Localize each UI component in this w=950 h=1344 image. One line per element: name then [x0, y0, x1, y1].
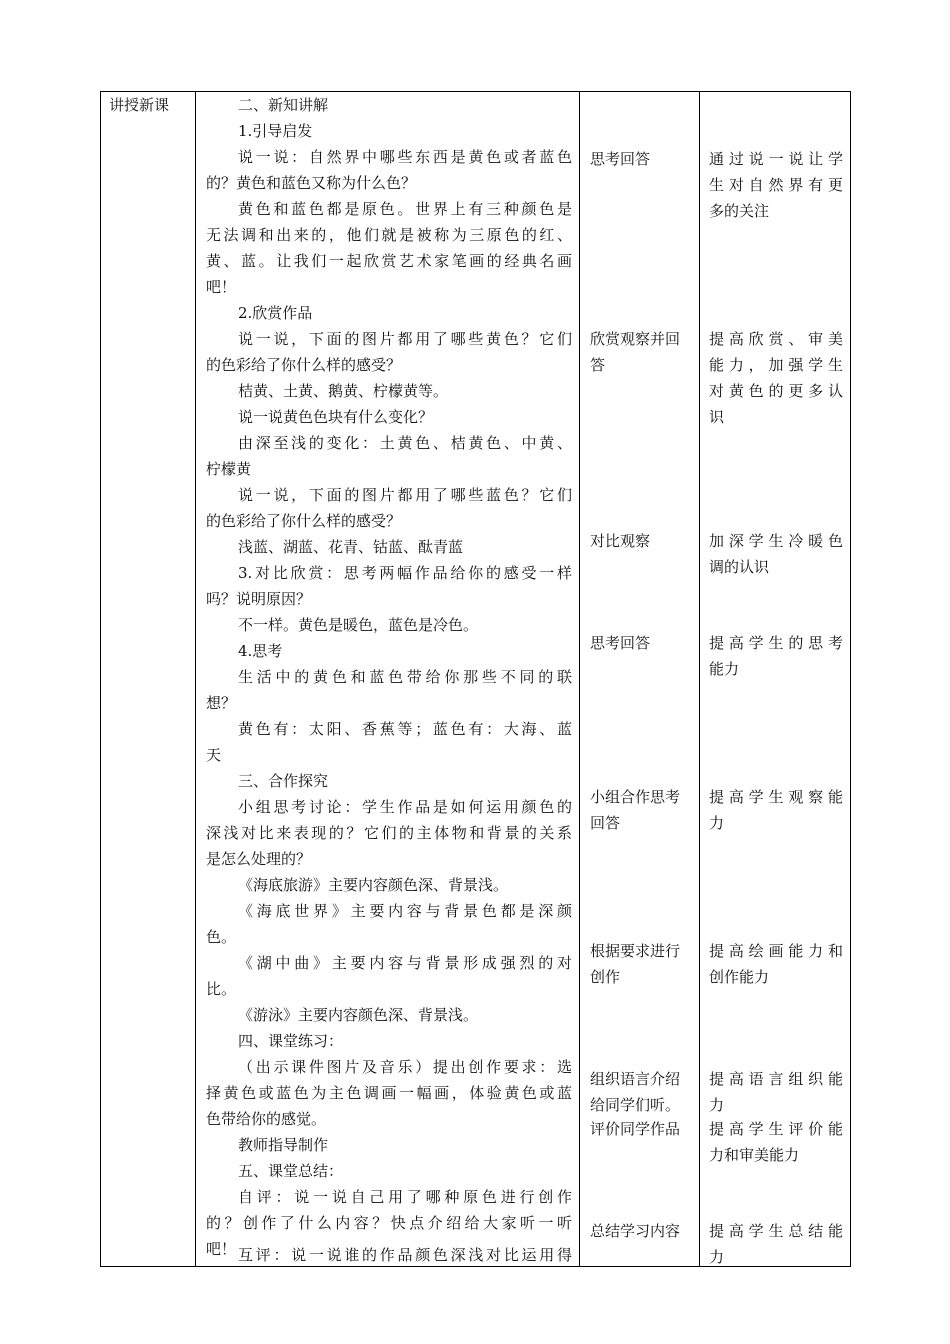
- goal-line: 力: [709, 1248, 725, 1266]
- goal-line: 能力，加强学生: [709, 356, 843, 374]
- main-line: 二、新知讲解: [238, 96, 329, 114]
- goal-line: 生对自然界有更: [709, 176, 843, 194]
- main-line: 色带给你的感觉。: [206, 1110, 327, 1128]
- table-border-right: [850, 91, 851, 1267]
- main-line: 色。: [206, 928, 237, 946]
- main-line: 想？: [206, 694, 237, 712]
- main-line: 《海底世界》主要内容与背景色都是深颜: [238, 902, 572, 920]
- main-line: 说一说，下面的图片都用了哪些蓝色？它们: [238, 486, 572, 504]
- main-line: 的？创作了什么内容？快点介绍给大家听一听: [206, 1214, 572, 1232]
- activity-line: 小组合作思考: [590, 788, 681, 806]
- main-line: 的色彩给了你什么样的感受？: [206, 356, 402, 374]
- main-line: 吧！: [206, 1240, 237, 1258]
- main-line: 生活中的黄色和蓝色带给你那些不同的联: [238, 668, 572, 686]
- main-line: 天: [206, 746, 222, 764]
- activity-line: 给同学们听。: [590, 1096, 681, 1114]
- column-divider-3: [699, 91, 700, 1267]
- main-line: 教师指导制作: [238, 1136, 329, 1154]
- main-line: 择黄色或蓝色为主色调画一幅画，体验黄色或蓝: [206, 1084, 572, 1102]
- goal-line: 提高学生总结能: [709, 1222, 843, 1240]
- activity-line: 创作: [590, 968, 621, 986]
- activity-line: 评价同学作品: [590, 1120, 681, 1138]
- main-line: 说一说：自然界中哪些东西是黄色或者蓝色: [238, 148, 572, 166]
- table-border-top: [100, 91, 851, 92]
- goal-line: 对黄色的更多认: [709, 382, 843, 400]
- main-line: 2.欣赏作品: [238, 304, 313, 322]
- goal-line: 提高学生的思考: [709, 634, 843, 652]
- main-line: 说一说黄色色块有什么变化？: [238, 408, 434, 426]
- main-line: 互评：说一说谁的作品颜色深浅对比运用得: [238, 1246, 572, 1264]
- goal-line: 调的认识: [709, 558, 770, 576]
- activity-line: 思考回答: [590, 150, 651, 168]
- section-label: 讲授新课: [109, 96, 170, 114]
- goal-line: 力和审美能力: [709, 1146, 800, 1164]
- main-line: 四、课堂练习：: [238, 1032, 344, 1050]
- main-line: 3.对比欣赏：思考两幅作品给你的感受一样: [238, 564, 572, 582]
- goal-line: 创作能力: [709, 968, 770, 986]
- main-line: 小组思考讨论：学生作品是如何运用颜色的: [238, 798, 572, 816]
- main-line: 柠檬黄: [206, 460, 252, 478]
- goal-line: 力: [709, 814, 725, 832]
- goal-line: 多的关注: [709, 202, 770, 220]
- main-line: 自评：说一说自己用了哪种原色进行创作: [238, 1188, 572, 1206]
- goal-line: 提高欣赏、审美: [709, 330, 843, 348]
- main-line: 《湖中曲》主要内容与背景形成强烈的对: [238, 954, 572, 972]
- column-divider-2: [579, 91, 580, 1267]
- main-line: 吧！: [206, 278, 237, 296]
- table-border-left: [100, 91, 101, 1267]
- activity-line: 组织语言介绍: [590, 1070, 681, 1088]
- activity-line: 根据要求进行: [590, 942, 681, 960]
- main-line: 浅蓝、湖蓝、花青、钴蓝、酞青蓝: [238, 538, 464, 556]
- goal-line: 提高绘画能力和: [709, 942, 843, 960]
- goal-line: 加深学生冷暖色: [709, 532, 843, 550]
- main-line: 《游泳》主要内容颜色深、背景浅。: [238, 1006, 479, 1024]
- main-line: 比。: [206, 980, 237, 998]
- main-line: 1.引导启发: [238, 122, 313, 140]
- main-line: 《海底旅游》主要内容颜色深、背景浅。: [238, 876, 509, 894]
- main-line: 的？黄色和蓝色又称为什么色？: [206, 174, 417, 192]
- main-line: 吗？说明原因？: [206, 590, 312, 608]
- column-divider-1: [195, 91, 196, 1267]
- main-line: 不一样。黄色是暖色，蓝色是冷色。: [238, 616, 479, 634]
- main-line: 4.思考: [238, 642, 283, 660]
- main-line: （出示课件图片及音乐）提出创作要求：选: [238, 1058, 572, 1076]
- activity-line: 答: [590, 356, 606, 374]
- goal-line: 提高学生观察能: [709, 788, 843, 806]
- main-line: 黄色和蓝色都是原色。世界上有三种颜色是: [238, 200, 572, 218]
- main-line: 无法调和出来的，他们就是被称为三原色的红、: [206, 226, 572, 244]
- activity-line: 总结学习内容: [590, 1222, 681, 1240]
- main-line: 黄色有：太阳、香蕉等；蓝色有：大海、蓝: [238, 720, 572, 738]
- main-line: 黄、蓝。让我们一起欣赏艺术家笔画的经典名画: [206, 252, 572, 270]
- activity-line: 回答: [590, 814, 621, 832]
- main-line: 由深至浅的变化：土黄色、桔黄色、中黄、: [238, 434, 572, 452]
- goal-line: 提高学生评价能: [709, 1120, 843, 1138]
- main-line: 桔黄、土黄、鹅黄、柠檬黄等。: [238, 382, 449, 400]
- main-line: 是怎么处理的？: [206, 850, 312, 868]
- goal-line: 能力: [709, 660, 740, 678]
- main-line: 五、课堂总结：: [238, 1162, 344, 1180]
- main-line: 深浅对比来表现的？它们的主体物和背景的关系: [206, 824, 572, 842]
- main-line: 的色彩给了你什么样的感受？: [206, 512, 402, 530]
- goal-line: 识: [709, 408, 725, 426]
- goal-line: 通过说一说让学: [709, 150, 843, 168]
- goal-line: 提高语言组织能: [709, 1070, 843, 1088]
- activity-line: 欣赏观察并回: [590, 330, 681, 348]
- activity-line: 对比观察: [590, 532, 651, 550]
- activity-line: 思考回答: [590, 634, 651, 652]
- main-line: 三、合作探究: [238, 772, 329, 790]
- goal-line: 力: [709, 1096, 725, 1114]
- main-line: 说一说，下面的图片都用了哪些黄色？它们: [238, 330, 572, 348]
